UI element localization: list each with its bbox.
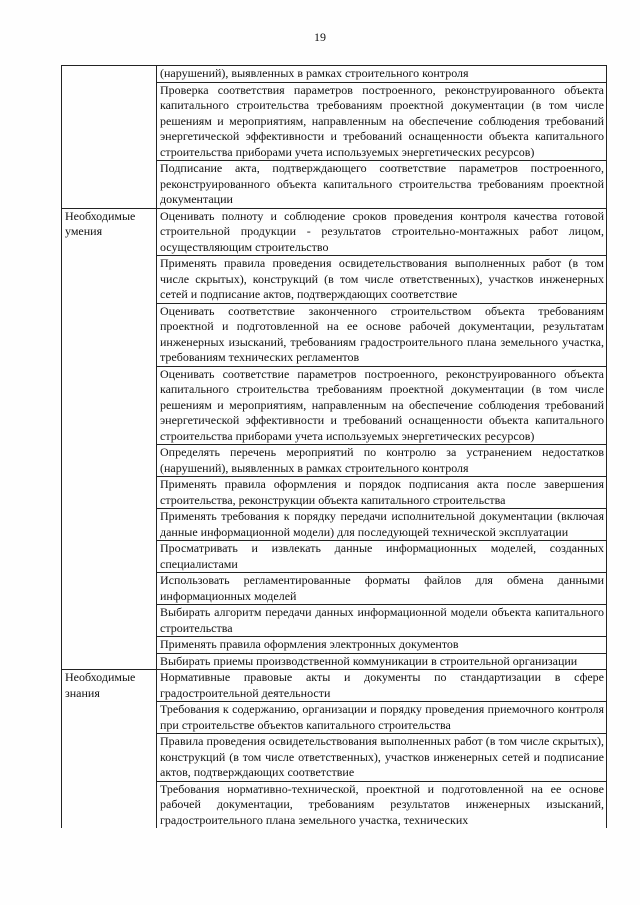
row-text: Подписание акта, подтверждающего соответствие параметров построенного, реконструированного объекта капитального строительства требованиям проектной документации	[157, 161, 607, 209]
row-text: Применять правила проведения освидетельствования выполненных работ (в том числе скрытых), конструкций (в том числе ответственных), участков инженерных сетей и подписание актов, подтверждающих соответствие	[157, 256, 607, 304]
row-text: Применять правила оформления электронных документов	[157, 637, 607, 654]
row-label	[62, 66, 157, 209]
row-text: Правила проведения освидетельствования выполненных работ (в том числе скрытых), конструкций (в том числе ответственных), участков инженерных сетей и подписание актов, подтверждающих соответствие	[157, 734, 607, 782]
row-text: Применять требования к порядку передачи исполнительной документации (включая данные информационной модели) для последующей технической эксплуатации	[157, 509, 607, 541]
row-text: Оценивать соответствие параметров построенного, реконструированного объекта капитального строительства требованиям проектной документации (в том числе решениям и мероприятиям, направленным на обеспечение соблюдения требований энергетической эффективности и требований оснащенности объекта капитального строительства приборами учета используемых энергетических ресурсов)	[157, 366, 607, 445]
page-number: 19	[314, 30, 326, 44]
row-text: Оценивать соответствие законченного строительством объекта требованиям проектной и подготовленной на ее основе рабочей документации, результатам инженерных изысканий, требованиям градостроительного плана земельного участка, требованиям технических регламентов	[157, 303, 607, 366]
table-row	[62, 670, 607, 702]
row-text: Нормативные правовые акты и документы по стандартизации в сфере градостроительной деятельности	[157, 670, 607, 702]
row-text: Определять перечень мероприятий по контролю за устранением недостатков (нарушений), выявленных в рамках строительного контроля	[157, 445, 607, 477]
row-label-knowledge: Необходимые знания	[62, 670, 157, 829]
row-text: Просматривать и извлекать данные информационных моделей, созданных специалистами	[157, 541, 607, 573]
table-row	[62, 208, 607, 256]
row-text: Оценивать полноту и соблюдение сроков проведения контроля качества готовой строительной продукции - результатов строительно-монтажных работ лицом, осуществляющим строительство	[157, 208, 607, 256]
row-text: Проверка соответствия параметров построенного, реконструированного объекта капитального строительства требованиям проектной документации (в том числе решениям и мероприятиям, направленным на обеспечение соблюдения требований энергетической эффективности и требований оснащенности объекта капитального строительства приборами учета используемых энергетических ресурсов)	[157, 82, 607, 161]
row-text: Требования нормативно-технической, проектной и подготовленной на ее основе рабочей документации, требованиям результатов инженерных изысканий, градостроительного плана земельного участка, технических	[157, 781, 607, 828]
table-row	[62, 66, 607, 83]
competency-table	[61, 65, 607, 828]
row-text: Использовать регламентированные форматы файлов для обмена данными информационных моделей	[157, 573, 607, 605]
row-text: Применять правила оформления и порядок подписания акта после завершения строительства, реконструкции объекта капитального строительства	[157, 477, 607, 509]
row-text: (нарушений), выявленных в рамках строительного контроля	[157, 66, 607, 83]
row-text: Выбирать приемы производственной коммуникации в строительной организации	[157, 653, 607, 670]
row-text: Выбирать алгоритм передачи данных информационной модели объекта капитального строительства	[157, 605, 607, 637]
row-text: Требования к содержанию, организации и порядку проведения приемочного контроля при строительстве объектов капитального строительства	[157, 702, 607, 734]
row-label-skills: Необходимые умения	[62, 208, 157, 670]
